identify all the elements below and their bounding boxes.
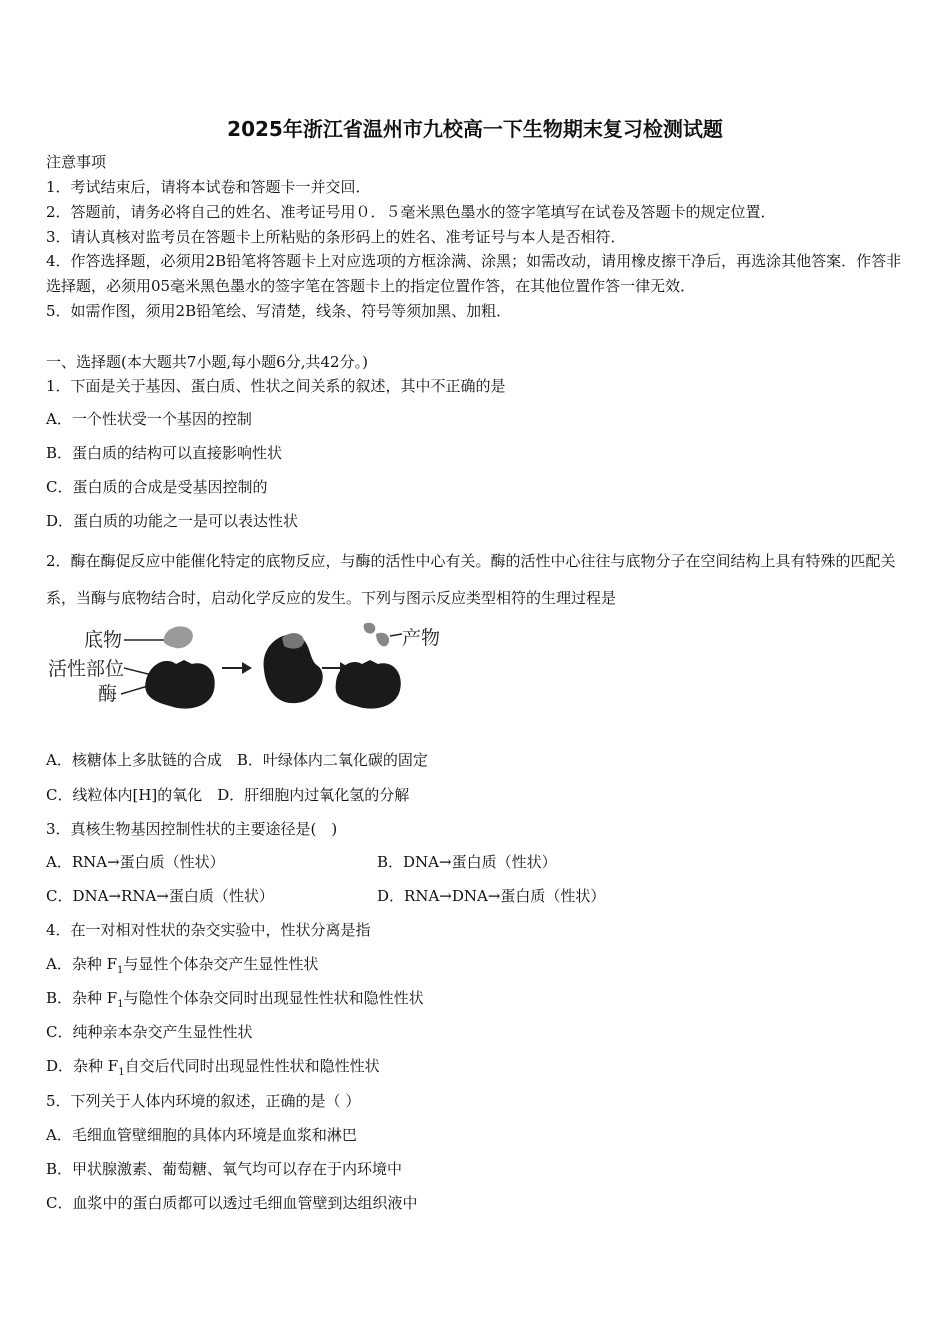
q5-option-a: A．毛细血管壁细胞的具体内环境是血浆和淋巴 — [46, 1126, 357, 1144]
q4-d-post: 自交后代同时出现显性性状和隐性性状 — [124, 1057, 380, 1075]
enzyme-reaction-figure — [46, 620, 446, 720]
q1-option-c: C．蛋白质的合成是受基因控制的 — [46, 478, 268, 496]
q1-option-a: A．一个性状受一个基因的控制 — [46, 410, 252, 428]
q2-options-ab: A．核糖体上多肽链的合成 B．叶绿体内二氧化碳的固定 — [46, 751, 428, 769]
product-shape-2 — [376, 633, 389, 647]
q3-option-d: D．RNA→DNA→蛋白质（性状） — [377, 887, 606, 905]
q3-option-c: C．DNA→RNA→蛋白质（性状） — [46, 887, 274, 905]
q1-option-d: D．蛋白质的功能之一是可以表达性状 — [46, 512, 299, 530]
q4-option-b — [46, 988, 424, 1015]
notice-heading: 注意事项 — [46, 153, 107, 171]
q1-stem: 1．下面是关于基因、蛋白质、性状之间关系的叙述，其中不正确的是 — [46, 377, 506, 395]
label-enzyme: 酶 — [98, 683, 118, 705]
label-product: 产物 — [402, 627, 441, 649]
q4-b-post: 与隐性个体杂交同时出现显性性状和隐性性状 — [123, 989, 424, 1007]
q3-option-a: A．RNA→蛋白质（性状） — [46, 853, 225, 871]
q4-option-c: C．纯种亲本杂交产生显性性状 — [46, 1023, 253, 1041]
q4-b-pre: B．杂种 F — [46, 989, 118, 1007]
q4-b-sub: 1 — [117, 999, 124, 1010]
q4-a-sub: 1 — [117, 965, 124, 976]
label-active-site: 活性部位 — [48, 658, 125, 680]
section-heading: 一、选择题(本大题共7小题,每小题6分,共42分。) — [46, 353, 368, 371]
q5-stem: 5．下列关于人体内环境的叙述，正确的是（ ） — [46, 1092, 361, 1110]
enzyme-diagram — [46, 620, 446, 720]
q3-option-b: B．DNA→蛋白质（性状） — [377, 853, 557, 871]
notice-item-5: 5．如需作图，须用2B铅笔绘、写清楚，线条、符号等须加黑、加粗． — [46, 302, 512, 320]
notice-item-4: 4．作答选择题，必须用2B铅笔将答题卡上对应选项的方框涂满、涂黑；如需改动，请用橡皮擦干净后，再选涂其他答案．作答非选择题，必须用05毫米黑色墨水的签字笔在答题卡上的指定位置作答，在其他位置作答一律无效． — [46, 252, 902, 295]
notice-item-3: 3．请认真核对监考员在答题卡上所粘贴的条形码上的姓名、准考证号与本人是否相符． — [46, 228, 626, 246]
notice-item-2: 2．答题前，请务必将自己的姓名、准考证号用０．５毫米黑色墨水的签字笔填写在试卷及答题卡的规定位置． — [46, 203, 776, 221]
page-title: 2025年浙江省温州市九校高一下生物期末复习检测试题 — [227, 117, 723, 141]
enzyme-shape-2 — [336, 660, 401, 709]
q4-option-d — [46, 1056, 380, 1083]
q4-option-a — [46, 954, 318, 981]
q3-stem: 3．真核生物基因控制性状的主要途径是( ) — [46, 820, 338, 838]
q4-a-post: 与显性个体杂交产生显性性状 — [123, 955, 319, 973]
q4-d-pre: D．杂种 F — [46, 1057, 119, 1075]
enzyme-shape-1 — [145, 660, 215, 709]
q4-stem: 4．在一对相对性状的杂交实验中，性状分离是指 — [46, 921, 371, 939]
q4-d-sub: 1 — [118, 1067, 125, 1078]
q2-stem: 2．酶在酶促反应中能催化特定的底物反应，与酶的活性中心有关。酶的活性中心往往与底物分子在空间结构上具有特殊的匹配关系，当酶与底物结合时，启动化学反应的发生。下列与图示反应类型相符的生理过程是 — [46, 552, 896, 607]
q4-a-pre: A．杂种 F — [46, 955, 118, 973]
notice-item-1: 1．考试结束后，请将本试卷和答题卡一并交回． — [46, 178, 371, 196]
q5-option-b: B．甲状腺激素、葡萄糖、氧气均可以存在于内环境中 — [46, 1160, 403, 1178]
q1-option-b: B．蛋白质的结构可以直接影响性状 — [46, 444, 283, 462]
q5-option-c: C．血浆中的蛋白质都可以透过毛细血管壁到达组织液中 — [46, 1194, 418, 1212]
label-substrate: 底物 — [84, 629, 123, 651]
q2-options-cd: C．线粒体内[H]的氧化 D．肝细胞内过氧化氢的分解 — [46, 786, 410, 804]
substrate-shape — [164, 626, 193, 648]
product-shape-1 — [364, 623, 376, 634]
